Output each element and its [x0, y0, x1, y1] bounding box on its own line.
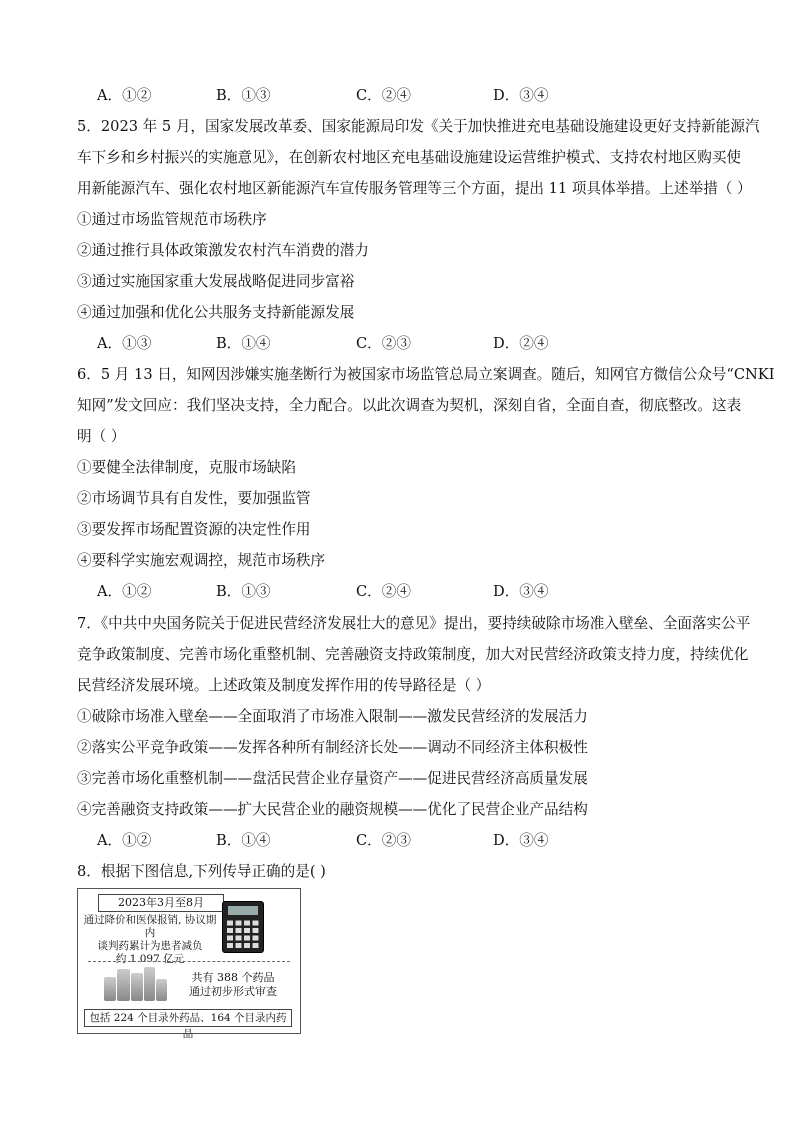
q6-option-c[interactable]: C．②④: [356, 583, 411, 600]
q4-option-a[interactable]: A．①②: [97, 87, 152, 104]
q6-stem-line-2: 知网”发文回应：我们坚决支持，全力配合。以此次调查为契机，深刻自省，全面自查，彻底整改。这表: [77, 397, 742, 414]
figure-divider: [88, 961, 290, 962]
q7-stem-line-3: 民营经济发展环境。上述政策及制度发挥作用的传导路径是（ ）: [77, 677, 491, 694]
q6-option-d[interactable]: D．③④: [493, 583, 549, 600]
q7-item-3: ③完善市场化重整机制——盘活民营企业存量资产——促进民营经济高质量发展: [77, 770, 588, 787]
q7-item-4: ④完善融资支持政策——扩大民营企业的融资规模——优化了民营企业产品结构: [77, 801, 588, 818]
q7-option-a[interactable]: A．①②: [97, 832, 152, 849]
q4-option-c[interactable]: C．②④: [356, 87, 411, 104]
q5-stem-line-3: 用新能源汽车、强化农村地区新能源汽车宣传服务管理等三个方面，提出 11 项具体举措。上述举措（ ）: [77, 180, 752, 197]
q6-stem-line-1: 6．5 月 13 日，知网因涉嫌实施垄断行为被国家市场监管总局立案调查。随后，知网官方微信公众号“CNKI: [77, 366, 775, 383]
q7-stem-line-1: 7．《中共中央国务院关于促进民营经济发展壮大的意见》提出，要持续破除市场准入壁垒、全面落实公平: [77, 615, 751, 632]
medicine-bottles-icon: [102, 965, 168, 1001]
q6-item-3: ③要发挥市场配置资源的决定性作用: [77, 521, 311, 538]
q7-item-2: ②落实公平竞争政策——发挥各种所有制经济长处——调动不同经济主体积极性: [77, 739, 588, 756]
q7-option-c[interactable]: C．②③: [356, 832, 411, 849]
figure-footer-box: 包括 224 个目录外药品、164 个目录内药品: [84, 1009, 292, 1027]
q8-stem: 8．根据下图信息,下列传导正确的是( ): [77, 863, 326, 880]
q7-option-d[interactable]: D．③④: [493, 832, 549, 849]
q5-option-d[interactable]: D．②④: [493, 335, 549, 352]
calculator-icon: [222, 901, 264, 953]
q5-item-3: ③通过实施国家重大发展战略促进同步富裕: [77, 273, 355, 290]
figure-date-box: 2023年3月至8月: [98, 894, 224, 912]
q7-stem-line-2: 竞争政策制度、完善市场化重整机制、完善融资支持政策制度，加大对民营经济政策支持力度，持续优化: [77, 646, 749, 663]
q5-option-a[interactable]: A．①③: [97, 335, 152, 352]
q6-item-2: ②市场调节具有自发性，要加强监管: [77, 490, 311, 507]
q5-item-4: ④通过加强和优化公共服务支持新能源发展: [77, 304, 355, 321]
figure-text-drugs-line-1: 共有 388 个药品: [191, 971, 275, 984]
q5-stem-line-2: 车下乡和乡村振兴的实施意见》，在创新农村地区充电基础设施建设运营维护模式、支持农村地区购买使: [77, 149, 742, 166]
figure-text-savings-line-3: 约 1 097 亿元: [115, 953, 185, 965]
q4-option-b[interactable]: B．①③: [216, 87, 271, 104]
q5-option-b[interactable]: B．①④: [216, 335, 271, 352]
q5-item-1: ①通过市场监管规范市场秩序: [77, 211, 267, 228]
q5-item-2: ②通过推行具体政策激发农村汽车消费的潜力: [77, 242, 369, 259]
q7-item-1: ①破除市场准入壁垒——全面取消了市场准入限制——激发民营经济的发展活力: [77, 708, 588, 725]
q5-option-c[interactable]: C．②③: [356, 335, 411, 352]
figure-text-savings-line-2: 谈判药累计为患者减负: [97, 940, 203, 952]
q6-item-4: ④要科学实施宏观调控，规范市场秩序: [77, 552, 326, 569]
q7-option-b[interactable]: B．①④: [216, 832, 271, 849]
figure-text-savings: [80, 914, 220, 966]
figure-text-drugs-line-2: 通过初步形式审查: [189, 985, 277, 998]
q6-option-b[interactable]: B．①③: [216, 583, 271, 600]
figure-text-drugs: [178, 971, 288, 999]
q8-info-figure: [77, 888, 301, 1040]
q5-stem-line-1: 5．2023 年 5 月，国家发展改革委、国家能源局印发《关于加快推进充电基础设施建设更好支持新能源汽: [77, 118, 760, 135]
q6-item-1: ①要健全法律制度，克服市场缺陷: [77, 459, 296, 476]
q4-option-d[interactable]: D．③④: [493, 87, 549, 104]
q6-option-a[interactable]: A．①②: [97, 583, 152, 600]
figure-text-savings-line-1: 通过降价和医保报销, 协议期内: [83, 914, 217, 939]
q6-stem-line-3: 明（ ）: [77, 428, 126, 445]
